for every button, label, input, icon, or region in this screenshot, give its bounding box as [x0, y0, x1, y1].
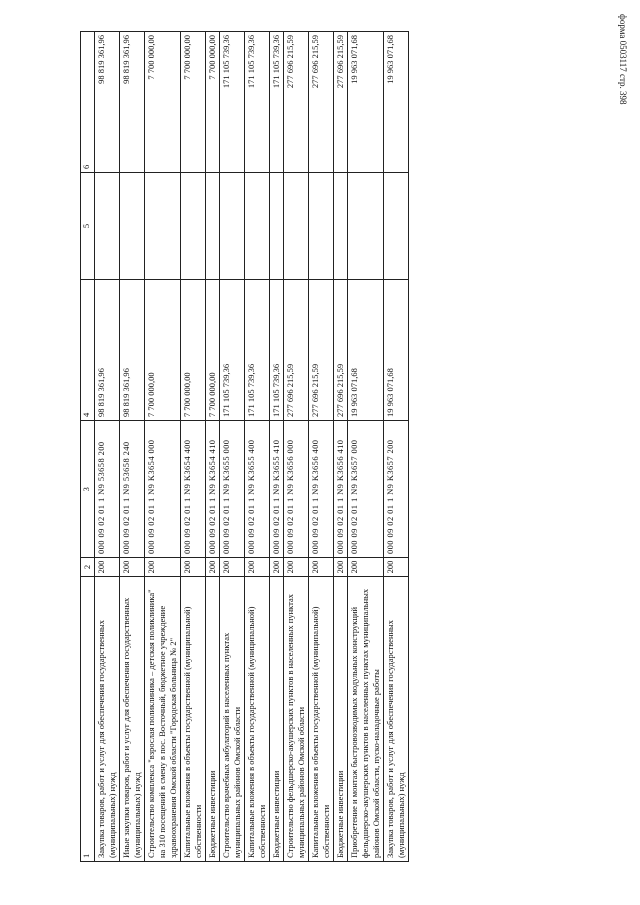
row-approved-amount-cell: 7 700 000,00 [145, 280, 181, 421]
table-row [334, 32, 348, 862]
row-approved-amount-cell: 7 700 000,00 [206, 280, 220, 421]
row-classification-code-cell: 000 09 02 01 1 N9 K3655 410 [270, 421, 284, 558]
row-column5-cell [334, 173, 348, 280]
column-header-4: 4 [81, 280, 95, 421]
row-name-cell: Капитальные вложения в объекты государственной (муниципальной) собственности [245, 577, 270, 862]
row-classification-code-cell: 000 09 02 01 1 N9 53658 200 [95, 421, 120, 558]
row-column5-cell [284, 173, 309, 280]
row-line-code-cell: 200 [181, 558, 206, 577]
column-number-row [81, 32, 95, 862]
row-line-code-cell: 200 [309, 558, 334, 577]
row-approved-amount-cell: 277 696 215,59 [309, 280, 334, 421]
column-header-3: 3 [81, 421, 95, 558]
column-header-1: 1 [81, 577, 95, 862]
row-classification-code-cell: 000 09 02 01 1 N9 K3654 410 [206, 421, 220, 558]
row-classification-code-cell: 000 09 02 01 1 N9 K3656 000 [284, 421, 309, 558]
row-name-cell: Строительство фельдшерско-акушерских пунктов в населенных пунктах муниципальных районов Омской области [284, 577, 309, 862]
row-executed-amount-cell: 277 696 215,59 [309, 32, 334, 173]
table-body [95, 32, 409, 862]
row-classification-code-cell: 000 09 02 01 1 N9 K3655 400 [245, 421, 270, 558]
table-row [120, 32, 145, 862]
row-name-cell: Капитальные вложения в объекты государственной (муниципальной) собственности [309, 577, 334, 862]
budget-table [80, 31, 409, 862]
row-name-cell: Строительство врачебных амбулаторий в населенных пунктах муниципальных районов Омской области [220, 577, 245, 862]
row-name-cell: Бюджетные инвестиции [334, 577, 348, 862]
row-column5-cell [145, 173, 181, 280]
row-executed-amount-cell: 98 819 361,96 [95, 32, 120, 173]
row-column5-cell [309, 173, 334, 280]
row-line-code-cell: 200 [145, 558, 181, 577]
row-line-code-cell: 200 [245, 558, 270, 577]
table-row [245, 32, 270, 862]
row-column5-cell [384, 173, 409, 280]
row-approved-amount-cell: 98 819 361,96 [95, 280, 120, 421]
column-header-5: 5 [81, 173, 95, 280]
table-row [95, 32, 120, 862]
table-row [145, 32, 181, 862]
row-name-cell: Приобретение и монтаж быстровозводимых модульных конструкций фельдшерско-акушерских пунктов в населенных пунктах муниципальных районов Омской области, пуско-наладочные работы [348, 577, 384, 862]
table-row [206, 32, 220, 862]
row-name-cell: Иные закупки товаров, работ и услуг для обеспечения государственных (муниципальных) нужд [120, 577, 145, 862]
row-classification-code-cell: 000 09 02 01 1 N9 K3656 400 [309, 421, 334, 558]
table-row [220, 32, 245, 862]
row-approved-amount-cell: 277 696 215,59 [334, 280, 348, 421]
row-executed-amount-cell: 7 700 000,00 [206, 32, 220, 173]
row-column5-cell [181, 173, 206, 280]
row-line-code-cell: 200 [206, 558, 220, 577]
row-approved-amount-cell: 171 105 739,36 [220, 280, 245, 421]
table-row [284, 32, 309, 862]
row-executed-amount-cell: 19 963 071,68 [384, 32, 409, 173]
row-classification-code-cell: 000 09 02 01 1 N9 K3656 410 [334, 421, 348, 558]
row-classification-code-cell: 000 09 02 01 1 N9 53658 240 [120, 421, 145, 558]
row-executed-amount-cell: 7 700 000,00 [145, 32, 181, 173]
row-name-cell: Закупка товаров, работ и услуг для обеспечения государственных (муниципальных) нужд [384, 577, 409, 862]
row-line-code-cell: 200 [384, 558, 409, 577]
row-column5-cell [95, 173, 120, 280]
row-approved-amount-cell: 7 700 000,00 [181, 280, 206, 421]
row-executed-amount-cell: 171 105 739,36 [270, 32, 284, 173]
row-executed-amount-cell: 277 696 215,59 [284, 32, 309, 173]
row-line-code-cell: 200 [334, 558, 348, 577]
row-classification-code-cell: 000 09 02 01 1 N9 K3657 200 [384, 421, 409, 558]
row-executed-amount-cell: 7 700 000,00 [181, 32, 206, 173]
rotated-table-wrapper [80, 35, 550, 862]
table-row [384, 32, 409, 862]
row-executed-amount-cell: 277 696 215,59 [334, 32, 348, 173]
row-approved-amount-cell: 98 819 361,96 [120, 280, 145, 421]
row-classification-code-cell: 000 09 02 01 1 N9 K3654 000 [145, 421, 181, 558]
row-line-code-cell: 200 [270, 558, 284, 577]
row-approved-amount-cell: 19 963 071,68 [348, 280, 384, 421]
row-name-cell: Бюджетные инвестиции [206, 577, 220, 862]
page-content [80, 35, 550, 862]
row-executed-amount-cell: 171 105 739,36 [245, 32, 270, 173]
row-name-cell: Строительство комплекса "взрослая поликлиника – детская поликлиника" на 310 посещений в смену в пос. Восточный, бюджетное учреждение здравоохранения Омской области "Городская больница № 2" [145, 577, 181, 862]
row-executed-amount-cell: 171 105 739,36 [220, 32, 245, 173]
table-row [181, 32, 206, 862]
row-classification-code-cell: 000 09 02 01 1 N9 K3657 000 [348, 421, 384, 558]
row-column5-cell [348, 173, 384, 280]
row-column5-cell [220, 173, 245, 280]
column-header-6: 6 [81, 32, 95, 173]
row-approved-amount-cell: 171 105 739,36 [270, 280, 284, 421]
row-column5-cell [270, 173, 284, 280]
row-line-code-cell: 200 [120, 558, 145, 577]
row-name-cell: Бюджетные инвестиции [270, 577, 284, 862]
row-executed-amount-cell: 98 819 361,96 [120, 32, 145, 173]
row-approved-amount-cell: 277 696 215,59 [284, 280, 309, 421]
row-approved-amount-cell: 19 963 071,68 [384, 280, 409, 421]
column-header-2: 2 [81, 558, 95, 577]
row-column5-cell [120, 173, 145, 280]
row-classification-code-cell: 000 09 02 01 1 N9 K3655 000 [220, 421, 245, 558]
table-row [309, 32, 334, 862]
row-line-code-cell: 200 [348, 558, 384, 577]
row-line-code-cell: 200 [284, 558, 309, 577]
form-number-note: форма 0503117 стр. 398 [618, 14, 628, 105]
row-executed-amount-cell: 19 963 071,68 [348, 32, 384, 173]
row-column5-cell [245, 173, 270, 280]
row-approved-amount-cell: 171 105 739,36 [245, 280, 270, 421]
row-name-cell: Капитальные вложения в объекты государственной (муниципальной) собственности [181, 577, 206, 862]
table-row [348, 32, 384, 862]
row-classification-code-cell: 000 09 02 01 1 N9 K3654 400 [181, 421, 206, 558]
row-line-code-cell: 200 [95, 558, 120, 577]
table-row [270, 32, 284, 862]
row-column5-cell [206, 173, 220, 280]
row-line-code-cell: 200 [220, 558, 245, 577]
row-name-cell: Закупка товаров, работ и услуг для обеспечения государственных (муниципальных) нужд [95, 577, 120, 862]
